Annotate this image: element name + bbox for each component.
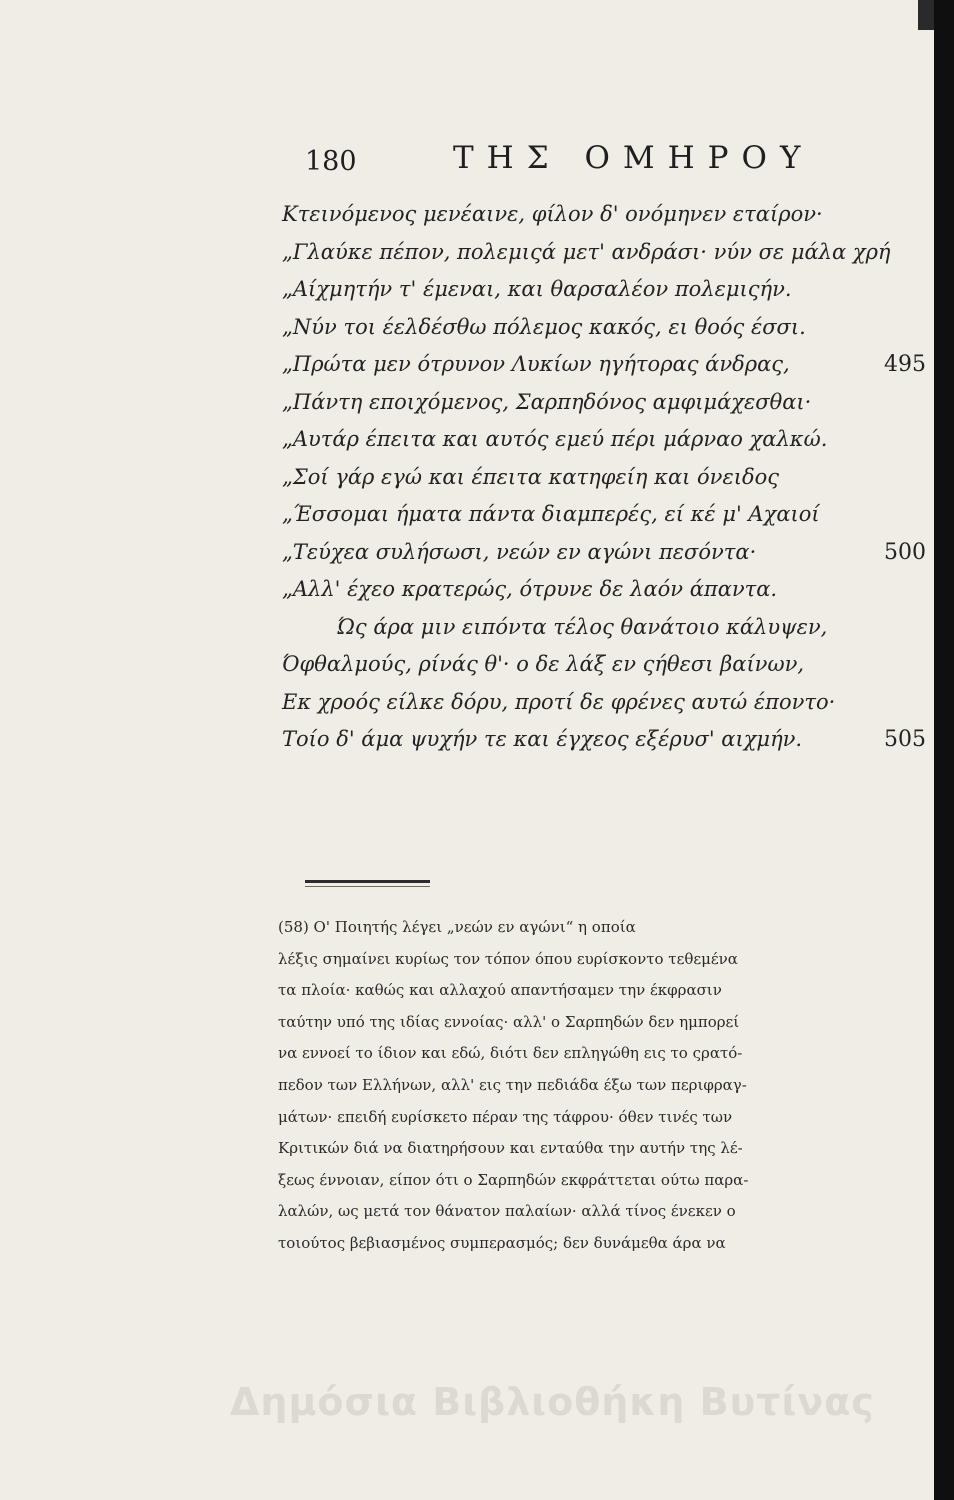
verse-text: „Τεύχεα συλήσωσι, νεών εν αγώνι πεσόντα·	[282, 539, 757, 564]
verse-text: „Νύν τοι έελδέσθω πόλεμος κακός, ει θοός έσσι.	[282, 314, 806, 339]
verse-text: „Αυτάρ έπειτα και αυτός εμεύ πέρι μάρναο χαλκώ.	[282, 427, 828, 451]
verse-text: „Γλαύκε πέπον, πολεμιςά μετ' ανδράσι· νύν σε μάλα χρή	[282, 239, 891, 264]
verse-line	[282, 273, 934, 311]
footnote-line	[278, 1102, 934, 1134]
verse-text: „Σοί γάρ εγώ και έπειτα κατηφείη και όνειδος	[282, 464, 779, 489]
footnote-text: τα πλοία· καθώς και αλλαχού απαντήσαμεν την έκφρασιν	[278, 981, 722, 1000]
verse-line	[282, 348, 934, 386]
verse-line	[282, 498, 934, 536]
footnote-text: ταύτην υπό της ιδίας εννοίας· αλλ' ο Σαρπηδών δεν ημπορεί	[278, 1012, 740, 1031]
footnote-rule-shadow	[305, 886, 430, 887]
footnote-text: πεδον των Ελλήνων, αλλ' εις την πεδιάδα έξω των περιφραγ-	[278, 1075, 747, 1094]
verse-line	[282, 423, 934, 461]
footnote-text: λέξις σημαίνει κυρίως τον τόπον όπου ευρίσκοντο τεθεμένα	[278, 949, 738, 968]
footnote-text: ξεως έννοιαν, είπον ότι ο Σαρπηδών εκφράττεται ούτω παρα-	[278, 1170, 749, 1189]
footnote-text: τοιούτος βεβιασμένος συμπερασμός; δεν δυνάμεθα άρα να	[278, 1233, 726, 1252]
verse-line	[282, 198, 934, 236]
page-header	[305, 140, 925, 190]
verse-line	[282, 723, 934, 761]
running-title: ΤΗΣ ΟΜΗΡΟΥ	[453, 140, 814, 176]
footnote-line	[278, 944, 934, 976]
verse-text: Τοίο δ' άμα ψυχήν τε και έγχεος εξέρυσ' αιχμήν.	[282, 727, 803, 751]
line-number: 495	[884, 352, 926, 377]
footnote-text: Κριτικών διά να διατηρήσουν και ενταύθα την αυτήν της λέ-	[278, 1139, 743, 1158]
footnote-text: (58) Ο' Ποιητής λέγει „νεών εν αγώνι“ η οποία	[278, 918, 636, 936]
footnote-line	[278, 1228, 934, 1260]
verse-line	[282, 311, 934, 349]
verse-text: „Πρώτα μεν ότρυνον Λυκίων ηγήτορας άνδρας,	[282, 352, 790, 376]
verse-text: „Αλλ' έχεο κρατερώς, ότρυνε δε λαόν άπαντα.	[282, 577, 778, 601]
verse-line	[282, 236, 934, 274]
line-number: 500	[884, 539, 926, 565]
footnote-block	[278, 912, 934, 1260]
verse-text: „Έσσομαι ήματα πάντα διαμπερές, εί κέ μ' Αχαιοί	[282, 502, 820, 526]
verse-text: „Αίχμητήν τ' έμεναι, και θαρσαλέον πολεμιςήν.	[282, 277, 792, 301]
footnote-line	[278, 1196, 934, 1228]
scan-edge	[934, 0, 954, 1500]
footnote-line	[278, 1038, 934, 1070]
verse-text: Κτεινόμενος μενέαινε, φίλον δ' ονόμηνεν εταίρον·	[282, 202, 823, 226]
footnote-rule	[305, 880, 430, 883]
verse-text: Όφθαλμούς, ρίνάς θ'· ο δε λάξ εν ςήθεσι βαίνων,	[282, 652, 805, 676]
footnote-text: λαλών, ως μετά τον θάνατον παλαίων· αλλά τίνος ένεκεν ο	[278, 1202, 736, 1221]
verse-text: „Πάντη εποιχόμενος, Σαρπηδόνος αμφιμάχεσθαι·	[282, 389, 812, 414]
footnote-line	[278, 1070, 934, 1102]
verse-line	[282, 536, 934, 574]
footnote-line	[278, 912, 934, 944]
footnote-line	[278, 1007, 934, 1039]
verse-line	[282, 648, 934, 686]
footnote-text: μάτων· επειδή ευρίσκετο πέραν της τάφρου· όθεν τινές των	[278, 1107, 733, 1126]
verse-line	[282, 573, 934, 611]
verse-text: Ώς άρα μιν ειπόντα τέλος θανάτοιο κάλυψεν,	[337, 614, 828, 639]
verse-line	[282, 686, 934, 724]
footnote-line	[278, 975, 934, 1007]
library-watermark: Δημόσια Βιβλιοθήκη Βυτίνας	[230, 1380, 875, 1424]
footnote-text: να εννοεί το ίδιον και εδώ, διότι δεν επληγώθη εις το ςρατό-	[278, 1044, 743, 1063]
verse-block	[282, 198, 934, 761]
verse-text: Εκ χροός είλκε δόρυ, προτί δε φρένες αυτώ έποντο·	[282, 689, 836, 714]
page-number: 180	[305, 146, 357, 177]
line-number: 505	[884, 727, 926, 752]
verse-line	[282, 386, 934, 424]
verse-line	[282, 461, 934, 499]
verse-line	[282, 611, 934, 649]
footnote-line	[278, 1165, 934, 1197]
footnote-line	[278, 1133, 934, 1165]
scan-corner	[918, 0, 934, 30]
